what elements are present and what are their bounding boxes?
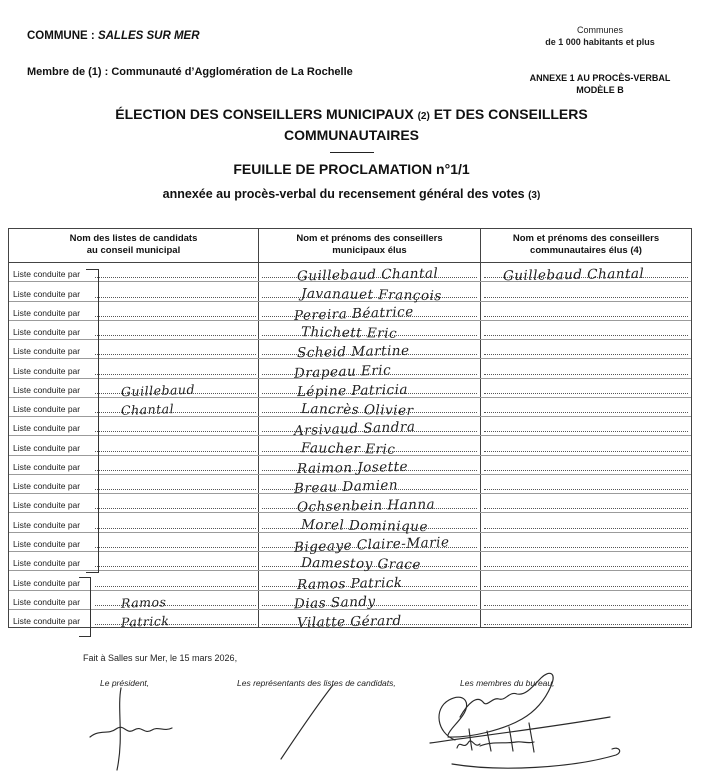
table-row <box>9 398 691 420</box>
municipal-cell <box>259 340 481 362</box>
list-cell <box>9 494 259 512</box>
dotted-line <box>95 277 256 278</box>
title-part1: ÉLECTION DES CONSEILLERS MUNICIPAUX <box>115 106 418 122</box>
dotted-line <box>95 431 256 432</box>
subnote-footnote-ref-3: (3) <box>528 190 541 201</box>
municipal-cell <box>259 591 481 613</box>
membre-label: Membre de (1) : <box>27 66 112 78</box>
table-row <box>9 610 691 632</box>
hand-drawn-bracket-list-1 <box>86 269 99 573</box>
handwritten-municipal-name: Raimon Josette <box>296 458 409 478</box>
title-divider-rule <box>330 152 374 153</box>
communautaire-cell <box>481 591 691 609</box>
dotted-line <box>95 624 256 625</box>
col-header-lists <box>9 229 259 262</box>
dotted-line <box>95 316 256 317</box>
table-row <box>9 552 691 574</box>
table-row <box>9 302 691 324</box>
table-row <box>9 475 691 497</box>
communes-note-line2: de 1 000 habitants et plus <box>545 36 655 47</box>
handwritten-municipal-name: Scheid Martine <box>296 343 410 362</box>
dotted-line <box>95 297 256 298</box>
handwritten-municipal-name: Pereira Béatrice <box>293 303 414 324</box>
table-row <box>9 533 691 556</box>
date-line: Fait à Salles sur Mer, le 15 mars 2026, <box>83 653 238 663</box>
list-cell <box>9 398 259 419</box>
list-cell <box>9 321 259 339</box>
dotted-line <box>484 412 688 413</box>
municipal-cell <box>259 475 481 497</box>
dotted-line <box>484 316 688 317</box>
row-label: Liste conduite par <box>13 481 81 492</box>
municipal-cell <box>259 436 481 458</box>
row-label: Liste conduite par <box>13 423 81 434</box>
dotted-line <box>484 605 688 606</box>
dotted-line <box>95 412 256 413</box>
list-cell <box>9 552 259 570</box>
dotted-line <box>484 470 688 471</box>
page-title <box>0 104 703 145</box>
handwritten-municipal-name: Vilatte Gérard <box>296 612 402 632</box>
communautaire-cell <box>481 533 691 551</box>
communautaire-cell <box>481 263 691 285</box>
communes-size-note <box>505 25 695 48</box>
table-row <box>9 417 691 440</box>
handwritten-municipal-name: Drapeau Eric <box>293 361 392 382</box>
row-label: Liste conduite par <box>13 384 81 395</box>
list-cell <box>9 436 259 454</box>
handwritten-municipal-name: Ochsenbein Hanna <box>296 497 436 516</box>
handwritten-communautaire-name: Guillebaud Chantal <box>502 266 645 285</box>
dotted-line <box>484 451 688 452</box>
list-cell <box>9 571 259 589</box>
communautaire-cell <box>481 552 691 570</box>
dotted-line <box>484 624 688 625</box>
municipal-cell <box>259 359 481 382</box>
municipal-cell <box>259 302 481 324</box>
annexe-note <box>505 73 695 96</box>
annexe-line1: ANNEXE 1 AU PROCÈS-VERBAL <box>529 73 671 83</box>
proclamation-table <box>8 228 692 632</box>
list-cell <box>9 456 259 474</box>
row-label: Liste conduite par <box>13 346 81 357</box>
dotted-line <box>484 297 688 298</box>
commune-label: COMMUNE <box>27 30 88 42</box>
row-label: Liste conduite par <box>13 558 81 569</box>
col-header-communautaire <box>481 229 691 262</box>
list-cell <box>9 591 259 609</box>
row-label: Liste conduite par <box>13 327 81 338</box>
col-header-lists-line1: Nom des listes de candidats <box>69 233 198 244</box>
signature-block <box>0 645 703 772</box>
table-rows <box>9 263 691 632</box>
list-cell <box>9 513 259 531</box>
dotted-line <box>484 374 688 375</box>
table-row <box>9 494 691 516</box>
dotted-line <box>484 489 688 490</box>
table-row <box>9 282 691 304</box>
col-header-municipal-line1: Nom et prénoms des conseillers <box>296 233 443 244</box>
municipal-cell <box>259 494 481 516</box>
communes-note-line1: Communes <box>576 25 623 35</box>
communautaire-cell <box>481 398 691 416</box>
communautaire-cell <box>481 571 691 589</box>
list-cell <box>9 263 259 281</box>
dotted-line <box>95 586 256 587</box>
table-row <box>9 591 691 613</box>
communautaire-cell <box>481 456 691 474</box>
president-signature-icon <box>90 688 172 770</box>
list-cell <box>9 359 259 377</box>
dotted-line <box>484 528 688 529</box>
dotted-line <box>95 335 256 336</box>
list-cell <box>9 610 259 628</box>
municipal-cell <box>259 533 481 556</box>
municipal-cell <box>259 282 481 304</box>
row-label: Liste conduite par <box>13 307 81 318</box>
table-header-row <box>9 229 691 263</box>
dotted-line <box>95 508 256 509</box>
dotted-line <box>95 354 256 355</box>
sheet-subtitle: FEUILLE DE PROCLAMATION n°1/1 <box>233 161 470 177</box>
row-label: Liste conduite par <box>13 365 81 376</box>
commune-value: SALLES SUR MER <box>97 30 200 42</box>
dotted-line <box>95 528 256 529</box>
list-cell <box>9 379 259 400</box>
dotted-line <box>484 393 688 394</box>
handwritten-municipal-name: Lépine Patricia <box>296 381 409 401</box>
handwritten-list-name: Ramos <box>120 593 167 611</box>
row-label: Liste conduite par <box>13 519 81 530</box>
representatives-signature-icon <box>281 685 333 759</box>
membre-line <box>27 66 353 78</box>
municipal-cell <box>259 513 481 535</box>
title-part2: ET DES CONSEILLERS <box>429 106 588 122</box>
list-cell <box>9 340 259 358</box>
communautaire-cell <box>481 513 691 531</box>
row-label: Liste conduite par <box>13 577 81 588</box>
communautaire-cell <box>481 475 691 493</box>
col-header-municipal-line2: municipaux élus <box>332 245 407 257</box>
list-cell <box>9 282 259 300</box>
communautaire-cell <box>481 302 691 320</box>
row-label: Liste conduite par <box>13 442 81 453</box>
table-row <box>9 436 691 458</box>
row-label: Liste conduite par <box>13 500 81 511</box>
dotted-line <box>95 547 256 548</box>
dotted-line <box>95 605 256 606</box>
list-cell <box>9 302 259 320</box>
communautaire-cell <box>481 436 691 454</box>
handwritten-municipal-name: Breau Damien <box>293 477 399 497</box>
dotted-line <box>484 354 688 355</box>
table-row <box>9 359 691 382</box>
subnote-text: annexée au procès-verbal du recensement général des votes <box>162 187 529 201</box>
handwritten-list-name: Patrick <box>120 613 170 630</box>
row-label: Liste conduite par <box>13 616 81 627</box>
handwritten-municipal-name: Thichett Eric <box>300 324 398 342</box>
table-row <box>9 571 691 593</box>
municipal-cell <box>259 379 481 401</box>
communautaire-cell <box>481 359 691 377</box>
table-row <box>9 321 691 340</box>
dotted-line <box>484 335 688 336</box>
col-header-lists-line2: au conseil municipal <box>86 245 181 257</box>
municipal-cell <box>259 321 481 342</box>
communautaire-cell <box>481 321 691 339</box>
table-row <box>9 456 691 478</box>
communautaire-cell <box>481 340 691 358</box>
table-row <box>9 340 691 362</box>
municipal-cell <box>259 456 481 478</box>
municipal-cell <box>259 552 481 574</box>
handwritten-municipal-name: Guillebaud Chantal <box>296 265 439 285</box>
row-label: Liste conduite par <box>13 596 81 607</box>
row-label: Liste conduite par <box>13 404 81 415</box>
handwritten-municipal-name: Bigeaye Claire-Marie <box>293 534 450 556</box>
handwritten-municipal-name: Javanauet François <box>300 285 442 304</box>
dotted-line <box>95 566 256 567</box>
title-line2: COMMUNAUTAIRES <box>283 126 420 143</box>
sheet-subnote <box>0 187 703 201</box>
representatives-label: Les représentants des listes de candidats, <box>237 678 396 688</box>
col-header-communautaire-line1: Nom et prénoms des conseillers <box>512 233 660 244</box>
communautaire-cell <box>481 494 691 512</box>
handwritten-municipal-name: Faucher Eric <box>300 439 396 458</box>
list-cell <box>9 533 259 551</box>
commune-line <box>27 30 200 42</box>
membre-value: Communauté d’Agglomération de La Rochelle <box>111 66 353 78</box>
handwritten-municipal-name: Dias Sandy <box>293 593 376 613</box>
dotted-line <box>484 431 688 432</box>
annexe-line2: MODÈLE B <box>576 84 624 95</box>
signatures-image <box>0 645 703 772</box>
hand-drawn-bracket-list-2 <box>79 577 91 637</box>
title-footnote-ref-2: (2) <box>417 111 430 122</box>
dotted-line <box>484 566 688 567</box>
municipal-cell <box>259 571 481 593</box>
col-header-municipal <box>259 229 481 262</box>
table-row <box>9 513 691 535</box>
president-label: Le président, <box>100 678 150 688</box>
row-label: Liste conduite par <box>13 538 81 549</box>
row-label: Liste conduite par <box>13 269 81 280</box>
handwritten-municipal-name: Morel Dominique <box>300 516 429 535</box>
handwritten-list-name: Guillebaud <box>120 381 196 400</box>
dotted-line <box>95 489 256 490</box>
members-label: Les membres du bureau, <box>460 678 555 688</box>
dotted-line <box>95 374 256 375</box>
municipal-cell <box>259 398 481 420</box>
table-row <box>9 263 691 285</box>
handwritten-municipal-name: Arsivaud Sandra <box>293 419 416 440</box>
handwritten-municipal-name: Lancrès Olivier <box>300 401 414 420</box>
dotted-line <box>95 470 256 471</box>
dotted-line <box>484 586 688 587</box>
list-cell <box>9 417 259 435</box>
communautaire-cell <box>481 417 691 435</box>
row-label: Liste conduite par <box>13 288 81 299</box>
communautaire-cell <box>481 282 691 300</box>
dotted-line <box>484 508 688 509</box>
col-header-communautaire-line2: communautaires élus (4) <box>530 245 642 257</box>
municipal-cell <box>259 610 481 632</box>
handwritten-municipal-name: Damestoy Grace <box>300 555 422 574</box>
handwritten-list-name: Chantal <box>120 401 175 419</box>
communautaire-cell <box>481 610 691 628</box>
handwritten-municipal-name: Ramos Patrick <box>296 574 403 593</box>
municipal-cell <box>259 417 481 440</box>
communautaire-cell <box>481 379 691 397</box>
row-label: Liste conduite par <box>13 461 81 472</box>
table-row <box>9 379 691 401</box>
commune-separator: : <box>87 30 98 42</box>
dotted-line <box>95 451 256 452</box>
municipal-cell <box>259 263 481 285</box>
list-cell <box>9 475 259 493</box>
dotted-line <box>484 547 688 548</box>
